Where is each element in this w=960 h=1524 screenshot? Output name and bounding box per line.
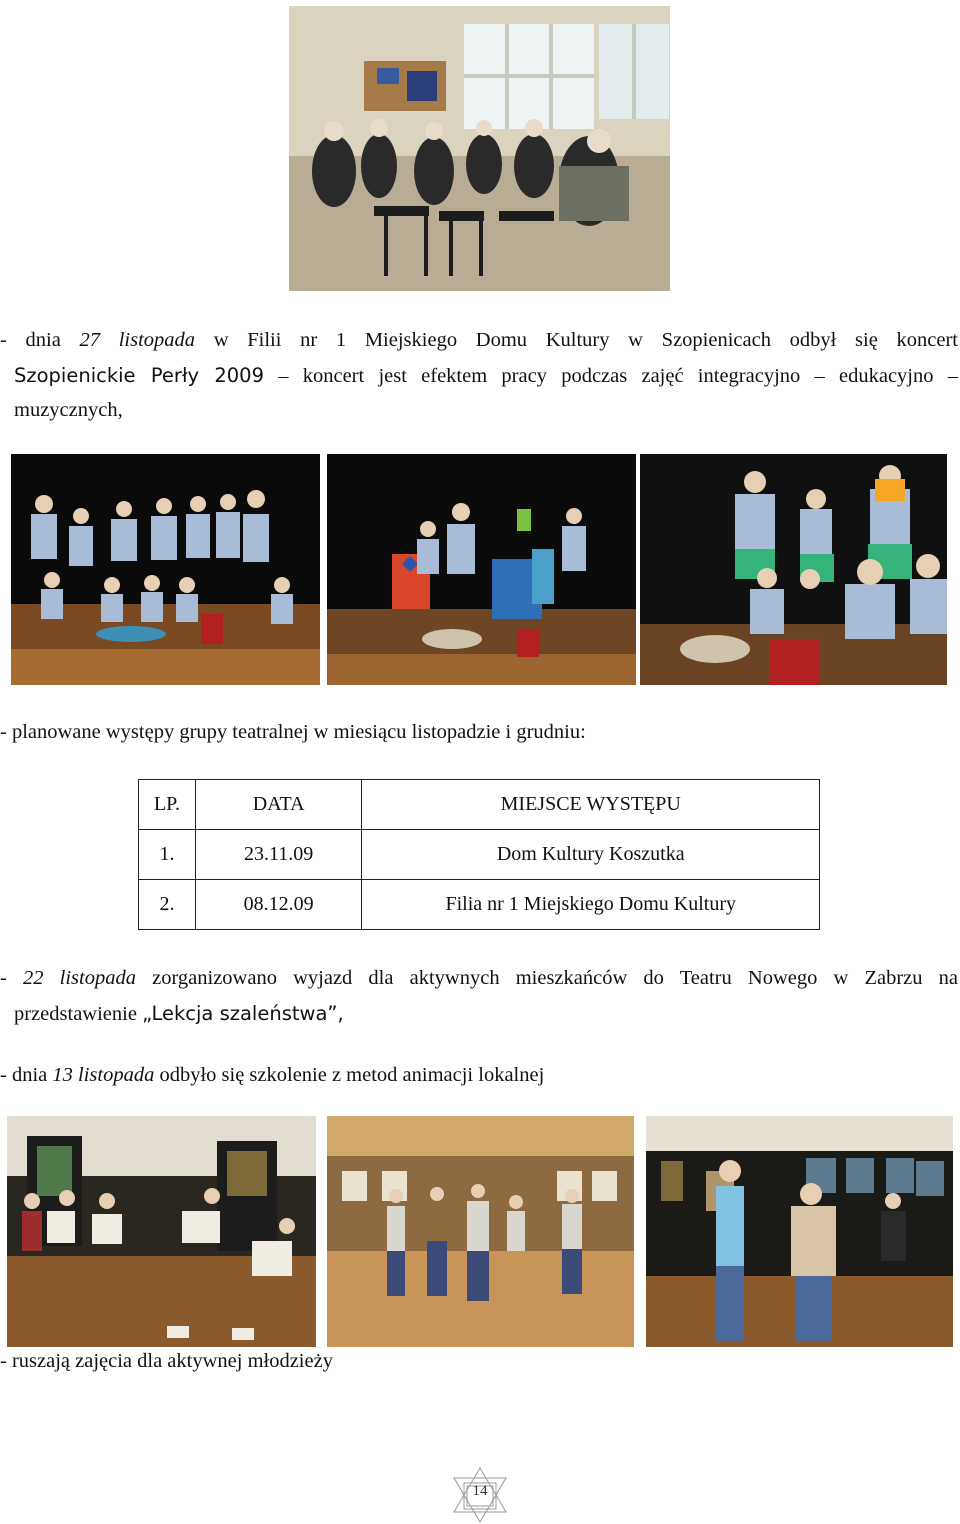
table-header-date: DATA [195,780,362,830]
paragraph-planned-shows: - planowane występy grupy teatralnej w miesiącu listopadzie i grudniu: [0,721,586,743]
concert-name: Szopienickie Perły 2009 [14,364,264,387]
paragraph-concert [0,322,958,358]
photo-stage-closeup [640,454,947,685]
table-header-place: MIEJSCE WYSTĘPU [362,780,820,830]
schedule-table [138,779,820,930]
paragraph-youth-classes: - ruszają zajęcia dla aktywnej młodzieży [0,1350,333,1372]
paragraph-concert-date: 27 listopada [79,329,196,351]
paragraph-theatre-line2-prefix: przedstawienie [14,1003,143,1025]
paragraph-theatre-line-2 [0,996,958,1032]
table-cell-lp: 2. [139,880,196,930]
page-number-badge [448,1466,512,1524]
table-cell-place: Dom Kultury Koszutka [362,830,820,880]
paragraph-concert-line-2 [0,358,958,394]
photo-workshop-dance-hall [327,1116,634,1347]
page-number: 14 [472,1483,488,1499]
paragraph-training-prefix: - dnia [0,1064,53,1086]
table-cell-date: 23.11.09 [195,830,362,880]
paragraph-training-date: 13 listopada [52,1064,155,1086]
paragraph-theatre-trip [0,960,958,996]
photo-stage-costumes [327,454,636,685]
paragraph-theatre-date: 22 listopada [22,967,136,989]
photo-stage-group [11,454,320,685]
paragraph-concert-line1: w Filii nr 1 Miejskiego Domu Kultury w Szopienicach odbył się koncert [195,329,958,351]
play-title: „Lekcja szaleństwa”, [142,1002,344,1025]
paragraph-training-rest: odbyło się szkolenie z metod animacji lokalnej [154,1064,545,1086]
table-cell-date: 08.12.09 [195,880,362,930]
paragraph-theatre-line1: zorganizowano wyjazd dla aktywnych mieszkańców do Teatru Nowego w Zabrzu na [135,967,958,989]
photo-workshop-newspapers [7,1116,316,1347]
table-header-lp: LP. [139,780,196,830]
paragraph-concert-line2: – koncert jest efektem pracy podczas zajęć integracyjno – edukacyjno – [263,365,959,387]
table-cell-place: Filia nr 1 Miejskiego Domu Kultury [362,880,820,930]
table-header-row [139,780,820,830]
photo-meeting-room [289,6,670,291]
paragraph-training [0,1057,958,1093]
table-row [139,830,820,880]
paragraph-concert-prefix: - dnia [0,329,80,351]
table-row [139,880,820,930]
paragraph-concert-line-3: muzycznych, [14,399,123,421]
table-cell-lp: 1. [139,830,196,880]
photo-workshop-gallery [646,1116,953,1347]
paragraph-theatre-prefix: - [0,967,23,989]
